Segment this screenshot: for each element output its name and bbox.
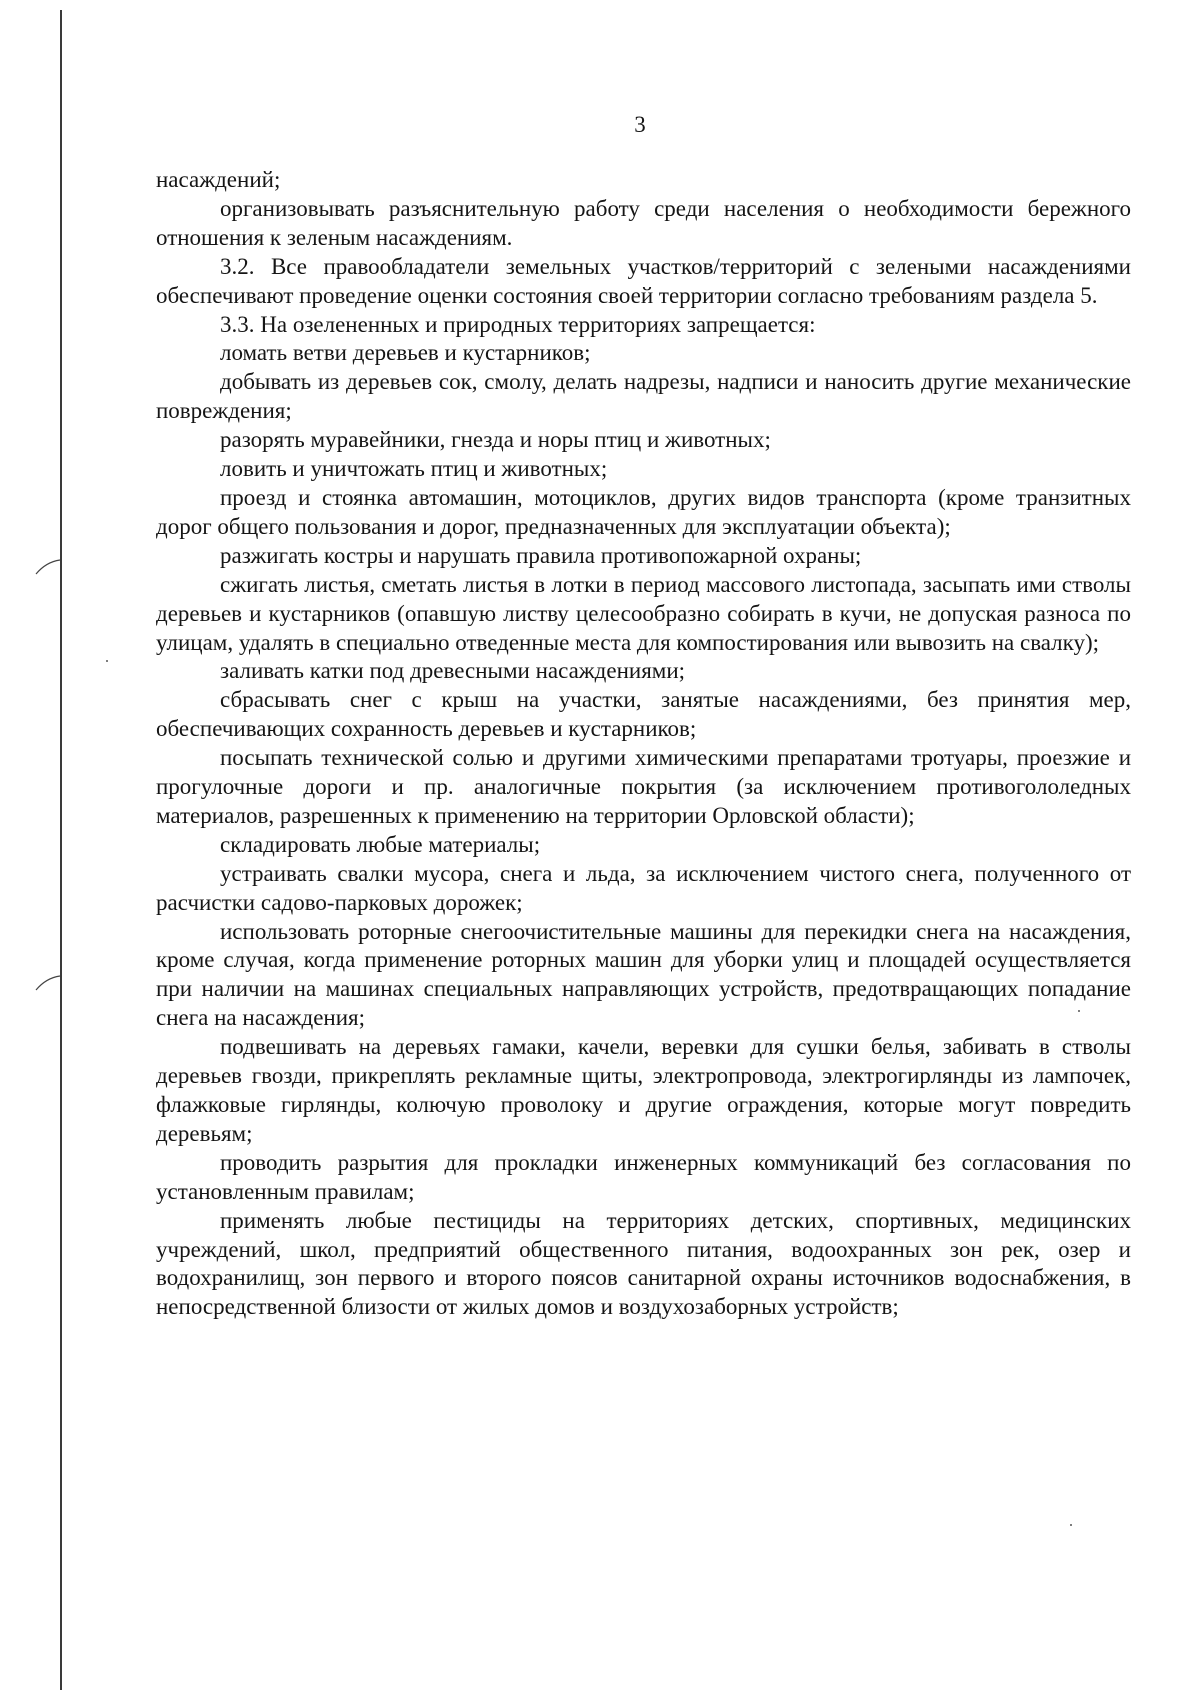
list-item-prohibition: заливать катки под древесными насаждениями; — [220, 658, 686, 684]
list-item-prohibition: складировать любые материалы; — [220, 831, 541, 857]
paragraph-continuation: насаждений; — [156, 167, 281, 192]
list-item-prohibition: проезд и стоянка автомашин, мотоциклов, других видов транспорта (кроме транзитных дорог общего пользования и дорог, предназначенных для эксплуатации объекта); — [156, 484, 1131, 539]
document-body — [156, 166, 1131, 1322]
paragraph-section-3-2: 3.2. Все правообладатели земельных участков/территорий с зелеными насаждениями обеспечивают проведение оценки состояния своей территории согласно требованиям раздела 5. — [156, 253, 1131, 308]
list-item-prohibition: применять любые пестициды на территориях детских, спортивных, медицинских учреждений, школ, предприятий общественного питания, водоохранных зон рек, озер и водохранилищ, зон первого и второго поясов санитарной охраны источников водоснабжения, в непосредственной близости от жилых домов и воздухозаборных устройств; — [156, 1207, 1131, 1320]
paragraph-section-3-3: 3.3. На озелененных и природных территориях запрещается: — [220, 311, 816, 337]
scan-speck — [106, 660, 108, 662]
list-item-prohibition: сжигать листья, сметать листья в лотки в период массового листопада, засыпать ими стволы деревьев и кустарников (опавшую листву целесообразно собирать в кучи, не допуская разноса по улицам, удалять в специально отведенные места для компостирования или вывозить на свалку); — [156, 571, 1131, 655]
list-item-prohibition: использовать роторные снегоочистительные машины для перекидки снега на насаждения, кроме случая, когда применение роторных машин для уборки улиц и площадей осуществляется при наличии на машинах специальных направляющих устройств, предотвращающих попадание снега на насаждения; — [156, 918, 1131, 1031]
list-item-prohibition: посыпать технической солью и другими химическими препаратами тротуары, проезжие и прогулочные дороги и пр. аналогичные покрытия (за исключением противогололедных материалов, разрешенных к применению на территории Орловской области); — [156, 745, 1131, 828]
list-item-prohibition: подвешивать на деревьях гамаки, качели, веревки для сушки белья, забивать в стволы деревьев гвозди, прикреплять рекламные щиты, электропровода, электрогирлянды из лампочек, флажковые гирлянды, колючую проволоку и другие ограждения, которые могут повредить деревьям; — [156, 1034, 1131, 1146]
list-item-prohibition: устраивать свалки мусора, снега и льда, за исключением чистого снега, полученного от расчистки садово-парковых дорожек; — [156, 860, 1131, 915]
list-item-prohibition: ломать ветви деревьев и кустарников; — [220, 340, 591, 366]
list-item-prohibition: разорять муравейники, гнезда и норы птиц и животных; — [220, 427, 771, 453]
list-item-prohibition: проводить разрытия для прокладки инженерных коммуникаций без согласования по установленным правилам; — [156, 1149, 1131, 1204]
page-number: 3 — [634, 112, 646, 137]
list-item-prohibition: добывать из деревьев сок, смолу, делать надрезы, надписи и наносить другие механические повреждения; — [156, 369, 1131, 424]
punch-hole-mark — [34, 972, 74, 998]
scan-speck — [1070, 1524, 1072, 1526]
list-item-prohibition: разжигать костры и нарушать правила противопожарной охраны; — [220, 542, 862, 568]
list-item-prohibition: ловить и уничтожать птиц и животных; — [220, 456, 608, 482]
scan-binding-edge — [60, 10, 62, 1690]
punch-hole-mark — [34, 556, 74, 582]
paragraph-explanatory-work: организовывать разъяснительную работу среди населения о необходимости бережного отношения к зеленым насаждениям. — [156, 195, 1131, 250]
list-item-prohibition: сбрасывать снег с крыш на участки, занятые насаждениями, без принятия мер, обеспечивающих сохранность деревьев и кустарников; — [156, 687, 1131, 742]
